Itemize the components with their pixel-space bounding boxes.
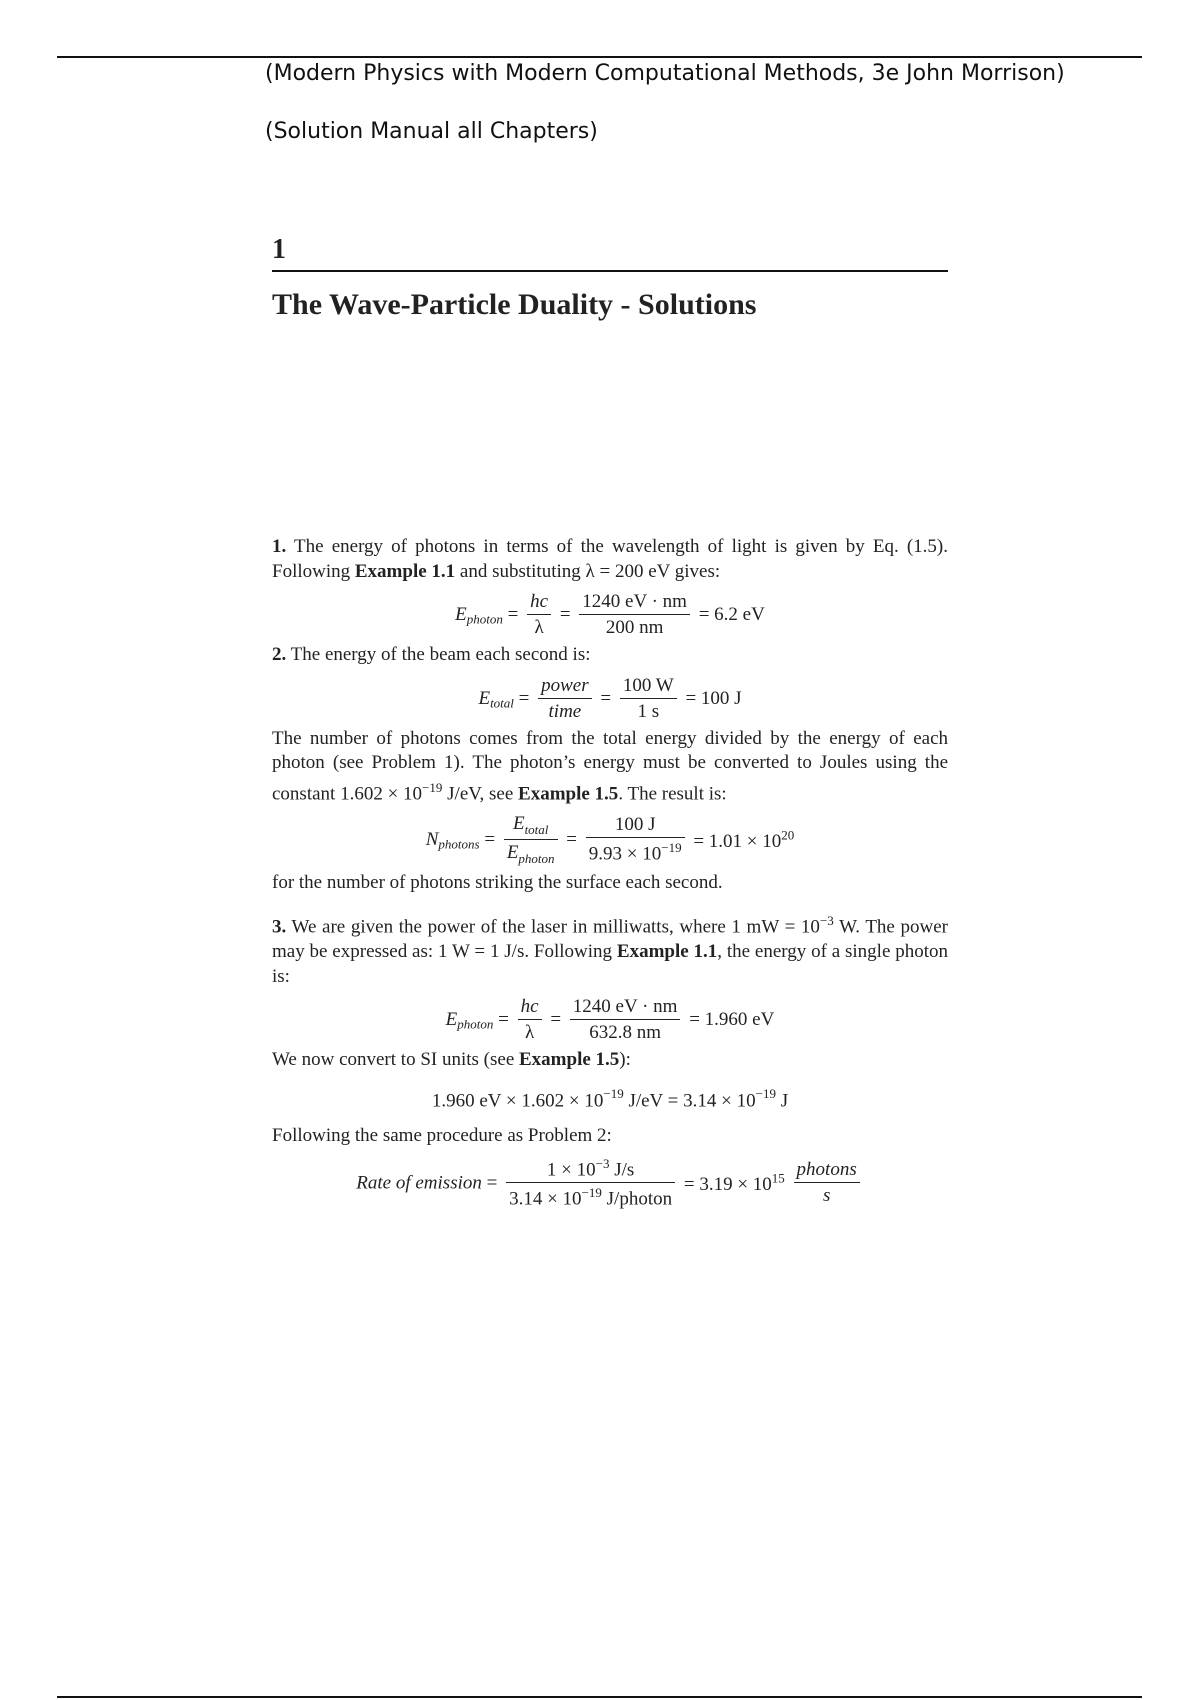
solutions-body	[272, 535, 948, 1214]
problem-3-text: 3. We are given the power of the laser in milliwatts, where 1 mW = $10^{-3}$ W. The power may be expressed as: 1 W = 1 J/s. Following Example 1.1, the energy of a single photon is:	[272, 913, 948, 987]
header-subtitle: (Solution Manual all Chapters)	[265, 119, 598, 144]
equation-photon-count: $N_{photons}$ = $\frac{E_{total}}{E_{photon}}$ = $\frac{100 J}{9.93 \times 10^{-19}}$ = $1.01 \times 10^{20}$	[425, 813, 795, 866]
equation-total-energy: $E_{total}$ = $\frac{\text{power}}{\text{time}}$ = $\frac{100 W}{1 s}$ = 100 J	[478, 674, 742, 722]
chapter-title: The Wave-Particle Duality - Solutions	[272, 288, 757, 321]
bottom-rule	[57, 1696, 1142, 1698]
equation-laser-photon-energy: $E_{photon}$ = $\frac{hc}{\lambda}$ = $\frac{1240 eV \cdot nm}{632.8 nm}$ = 1.960 eV	[445, 996, 775, 1044]
chapter-rule	[272, 270, 948, 272]
top-rule	[57, 56, 1142, 58]
equation-photon-energy: $E_{photon}$ = $\frac{hc}{\lambda}$ = $\frac{1240 eV \cdot nm}{200 nm}$ = 6.2 eV	[455, 591, 765, 638]
problem-2-text: 2. The energy of the beam each second is:	[272, 644, 591, 665]
chapter-number: 1	[272, 234, 286, 265]
problem-2-conclusion: for the number of photons striking the surface each second.	[272, 871, 723, 893]
problem-3-convert-text: We now convert to SI units (see Example 1.5):	[272, 1049, 631, 1071]
equation-rate-of-emission: Rate of emission = $\frac{1 \times 10^{-3} J/s}{3.14 \times 10^{-19} J/photon}$ = $3.19 \times 10^{15}$ $\frac{\text{photons}}{s}$	[272, 1157, 948, 1209]
header-book-title: (Modern Physics with Modern Computational Methods, 3e John Morrison)	[265, 61, 1065, 86]
problem-2-explanation: The number of photons comes from the total energy divided by the energy of each photon (see Problem 1). The photon’s energy must be converted to Joules using the constant $1.602 \times 10^{-19}$ J/eV, see Example 1.5. The result is:	[272, 727, 948, 804]
problem-3-procedure-text: Following the same procedure as Problem 2:	[272, 1125, 612, 1147]
equation-si-conversion: 1.960 eV × $1.602 \times 10^{-19}$ $J/eV = 3.14 \times 10^{-19}$ J	[431, 1085, 789, 1112]
problem-1-text: 1. The energy of photons in terms of the wavelength of light is given by Eq. (1.5). Following Example 1.1 and substituting λ = 200 eV gives:	[272, 536, 948, 582]
